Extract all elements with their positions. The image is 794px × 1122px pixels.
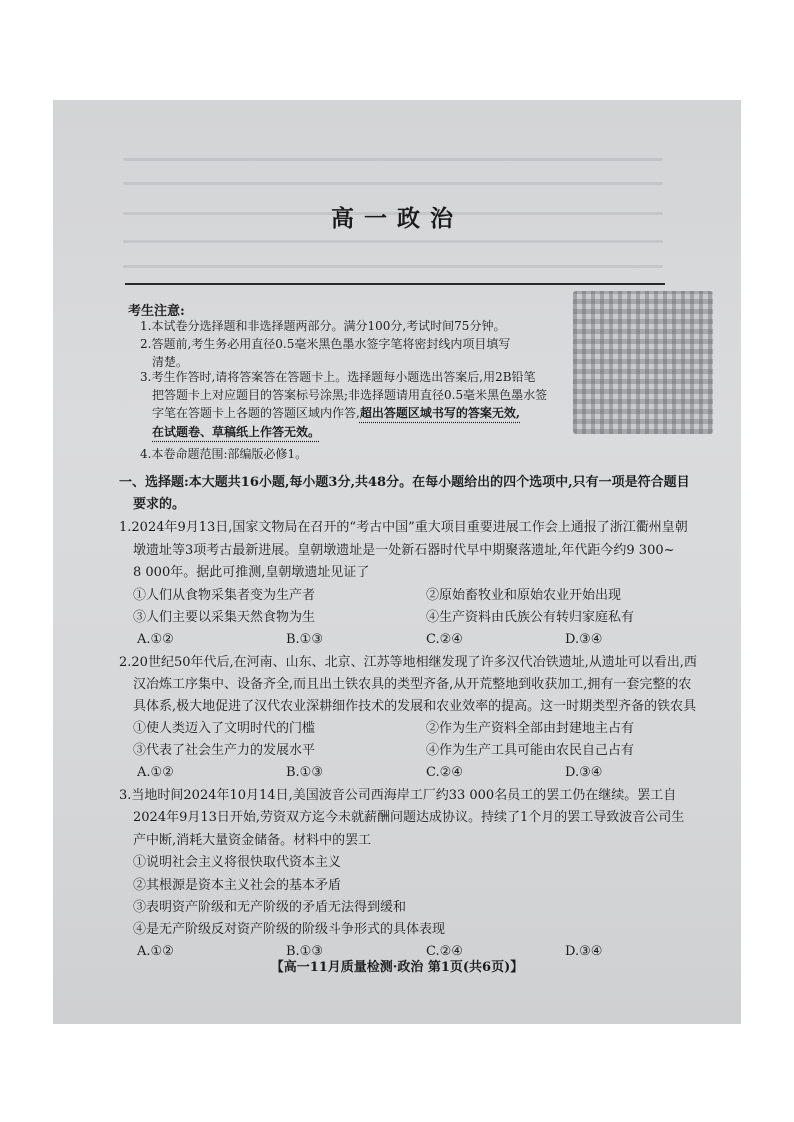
q3-option-2: ②其根源是资本主义社会的基本矛盾 [133,878,342,893]
q1-choice-a: A.①② [137,632,174,647]
show-through-line [123,265,663,268]
q2-stem-line3: 具体系,极大地促进了汉代农业深耕细作技术的发展和农业效率的提高。这一时期类型齐备的铁农具 [133,699,697,714]
q3-stem-line3: 产中断,消耗大量资金储备。材料中的罢工 [133,833,372,848]
q3-choice-a: A.①② [137,944,174,959]
show-through-line [123,158,663,161]
q1-option-4: ④生产资料由氏族公有转归家庭私有 [426,610,635,625]
notice-item-3d: 在试题卷、草稿纸上作答无效。 [152,425,321,439]
notice-heading: 考生注意: [128,304,185,319]
q3-option-1: ①说明社会主义将很快取代资本主义 [133,855,342,870]
q3-choice-b: B.①③ [286,944,323,959]
q2-choice-d: D.③④ [565,765,603,780]
q1-stem-line2: 墩遗址等3项考古最新进展。皇朝墩遗址是一处新石器时代早中期聚落遗址,年代距今约9 300~ [133,543,675,558]
q3-option-4: ④是无产阶级反对资产阶级的阶级斗争形式的具体表现 [133,922,446,937]
q2-option-1: ①使人类迈入了文明时代的门槛 [133,721,316,736]
q2-option-3: ③代表了社会生产力的发展水平 [133,743,316,758]
q1-choice-b: B.①③ [286,632,323,647]
q1-stem-line3: 8 000年。据此可推测,皇朝墩遗址见证了 [133,565,370,580]
notice-item-3b: 把答题卡上对应题目的答案标号涂黑;非选择题请用直径0.5毫米黑色墨水签 [152,388,548,402]
q1-option-2: ②原始畜牧业和原始农业开始出现 [426,588,622,603]
q1-option-1: ①人们从食物采集者变为生产者 [133,588,316,603]
notice-item-2b: 清楚。 [152,355,189,369]
notice-item-2a: 2.答题前,考生务必用直径0.5毫米黑色墨水签字笔将密封线内项目填写 [140,337,511,351]
show-through-line [123,182,663,185]
q2-choice-a: A.①② [137,765,174,780]
q2-option-2: ②作为生产资料全部由封建地主占有 [426,721,635,736]
show-through-line [123,240,663,243]
q3-choice-d: D.③④ [565,944,603,959]
exam-paper-photo [53,100,741,1024]
q1-option-3: ③人们主要以采集天然食物为生 [133,610,316,625]
exam-title: 高一政治 [331,205,463,232]
q3-stem-line2: 2024年9月13日开始,劳资双方迄今未就薪酬问题达成协议。持续了1个月的罢工导致波音公司生 [133,810,685,825]
q1-stem-line1: 1.2024年9月13日,国家文物局在召开的“考古中国”重大项目重要进展工作会上通报了浙江衢州皇朝 [119,520,688,535]
q2-choice-c: C.②④ [426,765,463,780]
notice-item-3c-emphasis: 超出答题区域书写的答案无效, [359,406,521,420]
notice-item-1: 1.本试卷分选择题和非选择题两部分。满分100分,考试时间75分钟。 [140,319,506,333]
q2-choice-b: B.①③ [286,765,323,780]
q2-stem-line1: 2.20世纪50年代后,在河南、山东、北京、江苏等地相继发现了许多汉代冶铁遗址,从遗址可以看出,西 [119,655,697,670]
notice-item-3c-text: 字笔在答题卡上各题的答题区域内作答, [152,406,360,420]
section-heading-cont: 要求的。 [133,497,186,512]
q3-choice-c: C.②④ [426,944,463,959]
title-divider [125,283,665,285]
q2-option-4: ④作为生产工具可能由农民自己占有 [426,743,635,758]
section-heading: 一、选择题:本大题共16小题,每小题3分,共48分。在每小题给出的四个选项中,只有一项是符合题目 [119,475,690,490]
q2-stem-line2: 汉冶炼工序集中、设备齐全,而且出土铁农具的类型齐备,从开荒整地到收获加工,拥有一套完整的农 [133,677,692,692]
q1-choice-d: D.③④ [565,632,603,647]
page-footer: 【高一11月质量检测·政治 第1页(共6页)】 [270,960,524,975]
notice-item-4: 4.本卷命题范围:部编版必修1。 [140,447,308,461]
q1-choice-c: C.②④ [426,632,463,647]
notice-item-3a: 3.考生作答时,请将答案答在答题卡上。选择题每小题选出答案后,用2B铅笔 [140,370,536,384]
q3-option-3: ③表明资产阶级和无产阶级的矛盾无法得到缓和 [133,900,407,915]
q3-stem-line1: 3.当地时间2024年10月14日,美国波音公司西海岸工厂约33 000名员工的罢工仍在继续。罢工自 [119,788,677,803]
